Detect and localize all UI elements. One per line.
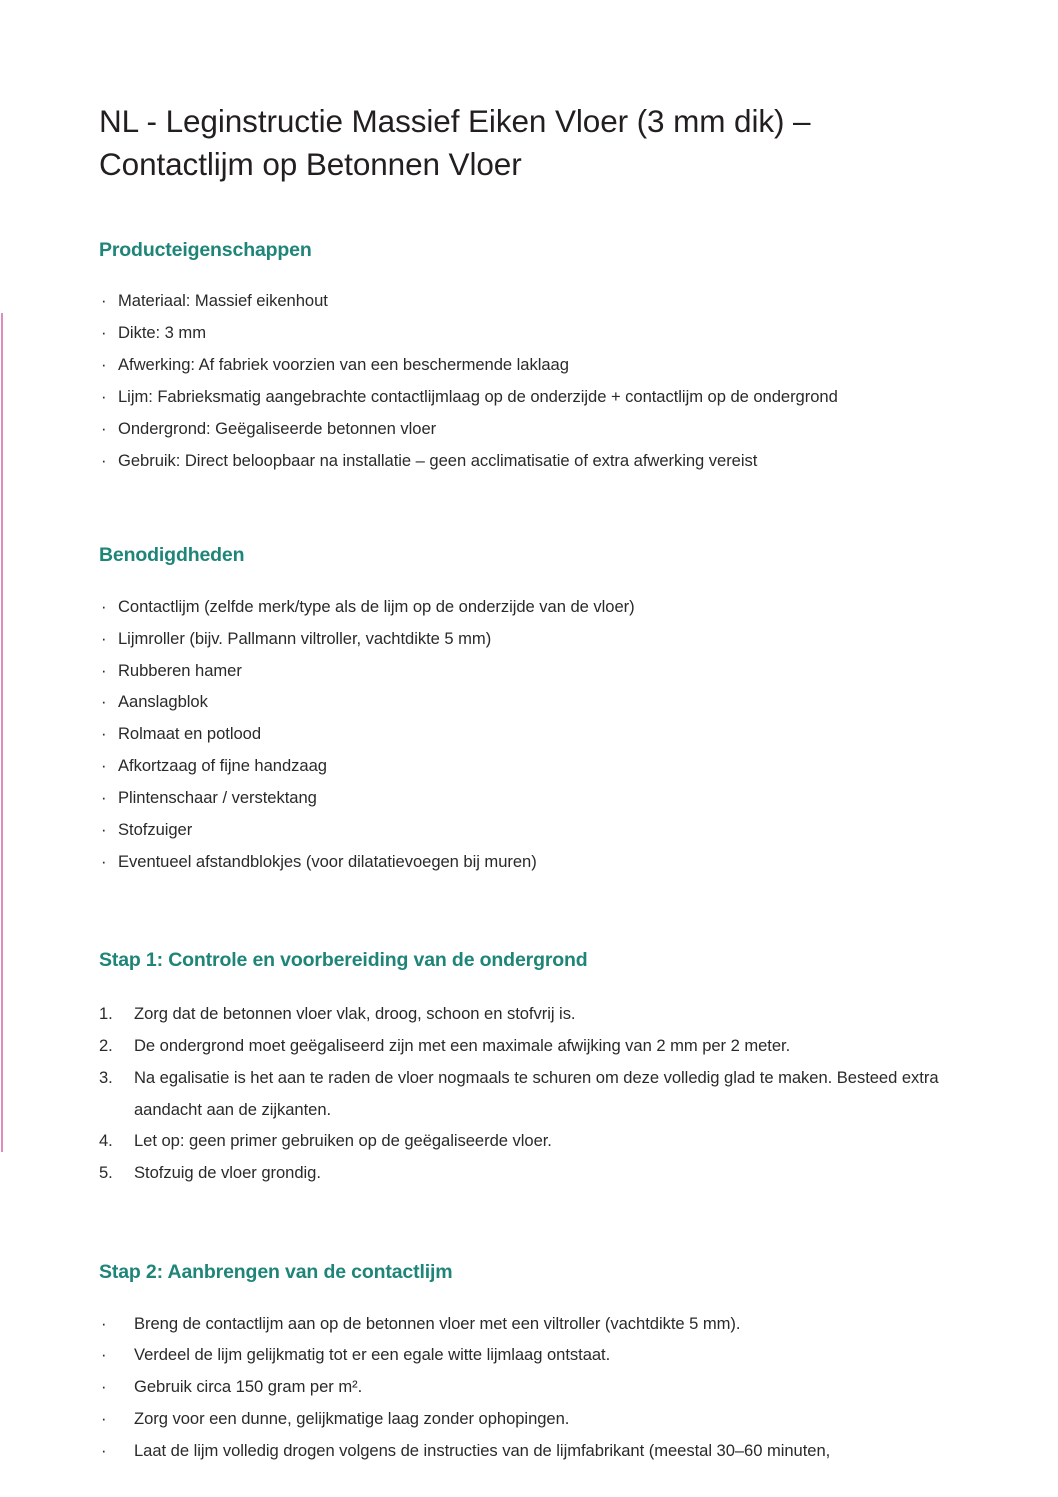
list-item (99, 1371, 951, 1403)
bullet-icon: · (101, 323, 107, 343)
list-item (99, 998, 951, 1030)
list-item (99, 1062, 951, 1126)
bullet-icon: · (101, 355, 107, 375)
list-item-text: Breng de contactlijm aan op de betonnen vloer met een viltroller (vachtdikte 5 mm). (134, 1313, 741, 1333)
list-item (99, 1403, 951, 1435)
page-title: NL - Leginstructie Massief Eiken Vloer (3 mm dik) – Contactlijm op Betonnen Vloer (99, 103, 811, 183)
list-item-text: Zorg voor een dunne, gelijkmatige laag zonder ophopingen. (134, 1409, 570, 1429)
section-stap-2 (99, 1189, 951, 1467)
bullet-icon: · (101, 1409, 107, 1429)
list-producteigenschappen (99, 262, 951, 476)
list-item (99, 782, 951, 814)
list-item-text: Stofzuig de vloer grondig. (134, 1163, 321, 1183)
list-item (99, 1030, 951, 1062)
list-item-text: Afkortzaag of fijne handzaag (118, 756, 327, 776)
list-item-text: Materiaal: Massief eikenhout (118, 291, 328, 311)
list-item (99, 750, 951, 782)
list-item (99, 317, 951, 349)
section-heading-stap-1: Stap 1: Controle en voorbereiding van de ondergrond (99, 948, 588, 971)
list-item-text: Ondergrond: Geëgaliseerde betonnen vloer (118, 418, 437, 438)
bullet-icon: · (101, 386, 107, 406)
list-benodigdheden (99, 568, 951, 878)
list-item (99, 381, 951, 413)
section-heading-stap-2: Stap 2: Aanbrengen van de contactlijm (99, 1261, 453, 1284)
section-heading-benodigdheden: Benodigdheden (99, 544, 245, 567)
list-number: 4. (99, 1131, 113, 1151)
list-item-text: Zorg dat de betonnen vloer vlak, droog, schoon en stofvrij is. (134, 1004, 576, 1023)
list-item (99, 814, 951, 846)
list-item (99, 686, 951, 718)
list-item-text: Gebruik: Direct beloopbaar na installatie – geen acclimatisatie of extra afwerking vereist (118, 450, 758, 470)
list-item-text: Lijmroller (bijv. Pallmann viltroller, vachtdikte 5 mm) (118, 628, 492, 648)
section-benodigdheden (99, 476, 951, 877)
bullet-icon: · (101, 756, 107, 776)
list-item (99, 1435, 951, 1467)
bullet-icon: · (101, 692, 107, 712)
list-item (99, 718, 951, 750)
list-item (99, 623, 951, 655)
list-item (99, 846, 951, 878)
bullet-icon: · (101, 1313, 107, 1333)
list-item (99, 413, 951, 445)
list-item-text: De ondergrond moet geëgaliseerd zijn met een maximale afwijking van 2 mm per 2 meter. (134, 1035, 791, 1055)
list-item-text: Dikte: 3 mm (118, 323, 206, 343)
bullet-icon: · (101, 450, 107, 470)
bullet-icon: · (101, 418, 107, 438)
list-stap-1 (99, 972, 951, 1189)
list-item (99, 1157, 951, 1189)
list-item (99, 591, 951, 623)
list-item (99, 1339, 951, 1371)
list-item-text: Eventueel afstandblokjes (voor dilatatievoegen bij muren) (118, 851, 537, 871)
list-number: 2. (99, 1035, 113, 1055)
bullet-icon: · (101, 596, 107, 616)
list-item-text: Afwerking: Af fabriek voorzien van een beschermende laklaag (118, 355, 569, 375)
section-producteigenschappen (99, 187, 951, 477)
list-item (99, 1308, 951, 1340)
bullet-icon: · (101, 660, 107, 680)
bullet-icon: · (101, 628, 107, 648)
list-item-text: Contactlijm (zelfde merk/type als de lijm op de onderzijde van de vloer) (118, 596, 635, 616)
list-number: 3. (99, 1067, 113, 1087)
list-item (99, 445, 951, 477)
bullet-icon: · (101, 291, 107, 311)
list-item-text: Lijm: Fabrieksmatig aangebrachte contactlijmlaag op de onderzijde + contactlijm op de ondergrond (118, 386, 838, 406)
list-number: 1. (99, 1004, 113, 1023)
left-edge-rule (1, 313, 3, 1152)
bullet-icon: · (101, 851, 107, 871)
list-item-text: Verdeel de lijm gelijkmatig tot er een egale witte lijmlaag ontstaat. (134, 1345, 611, 1365)
section-stap-1 (99, 878, 951, 1190)
bullet-icon: · (101, 724, 107, 744)
list-item (99, 1125, 951, 1157)
list-stap-2 (99, 1285, 951, 1467)
bullet-icon: · (101, 1440, 107, 1460)
list-item-text: Na egalisatie is het aan te raden de vloer nogmaals te schuren om deze volledig glad te maken. Besteed extra aandacht aan de zijkanten. (134, 1067, 939, 1119)
list-item-text: Rubberen hamer (118, 660, 242, 680)
list-item (99, 349, 951, 381)
list-item-text: Let op: geen primer gebruiken op de geëgaliseerde vloer. (134, 1131, 552, 1151)
list-item (99, 655, 951, 687)
document-content (99, 0, 951, 1467)
section-heading-producteigenschappen: Producteigenschappen (99, 238, 312, 261)
list-number: 5. (99, 1163, 113, 1183)
list-item-text: Laat de lijm volledig drogen volgens de instructies van de lijmfabrikant (meestal 30–60 minuten, (134, 1440, 831, 1460)
bullet-icon: · (101, 1345, 107, 1365)
list-item (99, 285, 951, 317)
list-item-text: Gebruik circa 150 gram per m². (134, 1377, 363, 1397)
bullet-icon: · (101, 1377, 107, 1397)
bullet-icon: · (101, 788, 107, 808)
list-item-text: Stofzuiger (118, 819, 193, 839)
bullet-icon: · (101, 819, 107, 839)
list-item-text: Rolmaat en potlood (118, 724, 262, 744)
list-item-text: Aanslagblok (118, 692, 208, 712)
list-item-text: Plintenschaar / verstektang (118, 788, 317, 808)
